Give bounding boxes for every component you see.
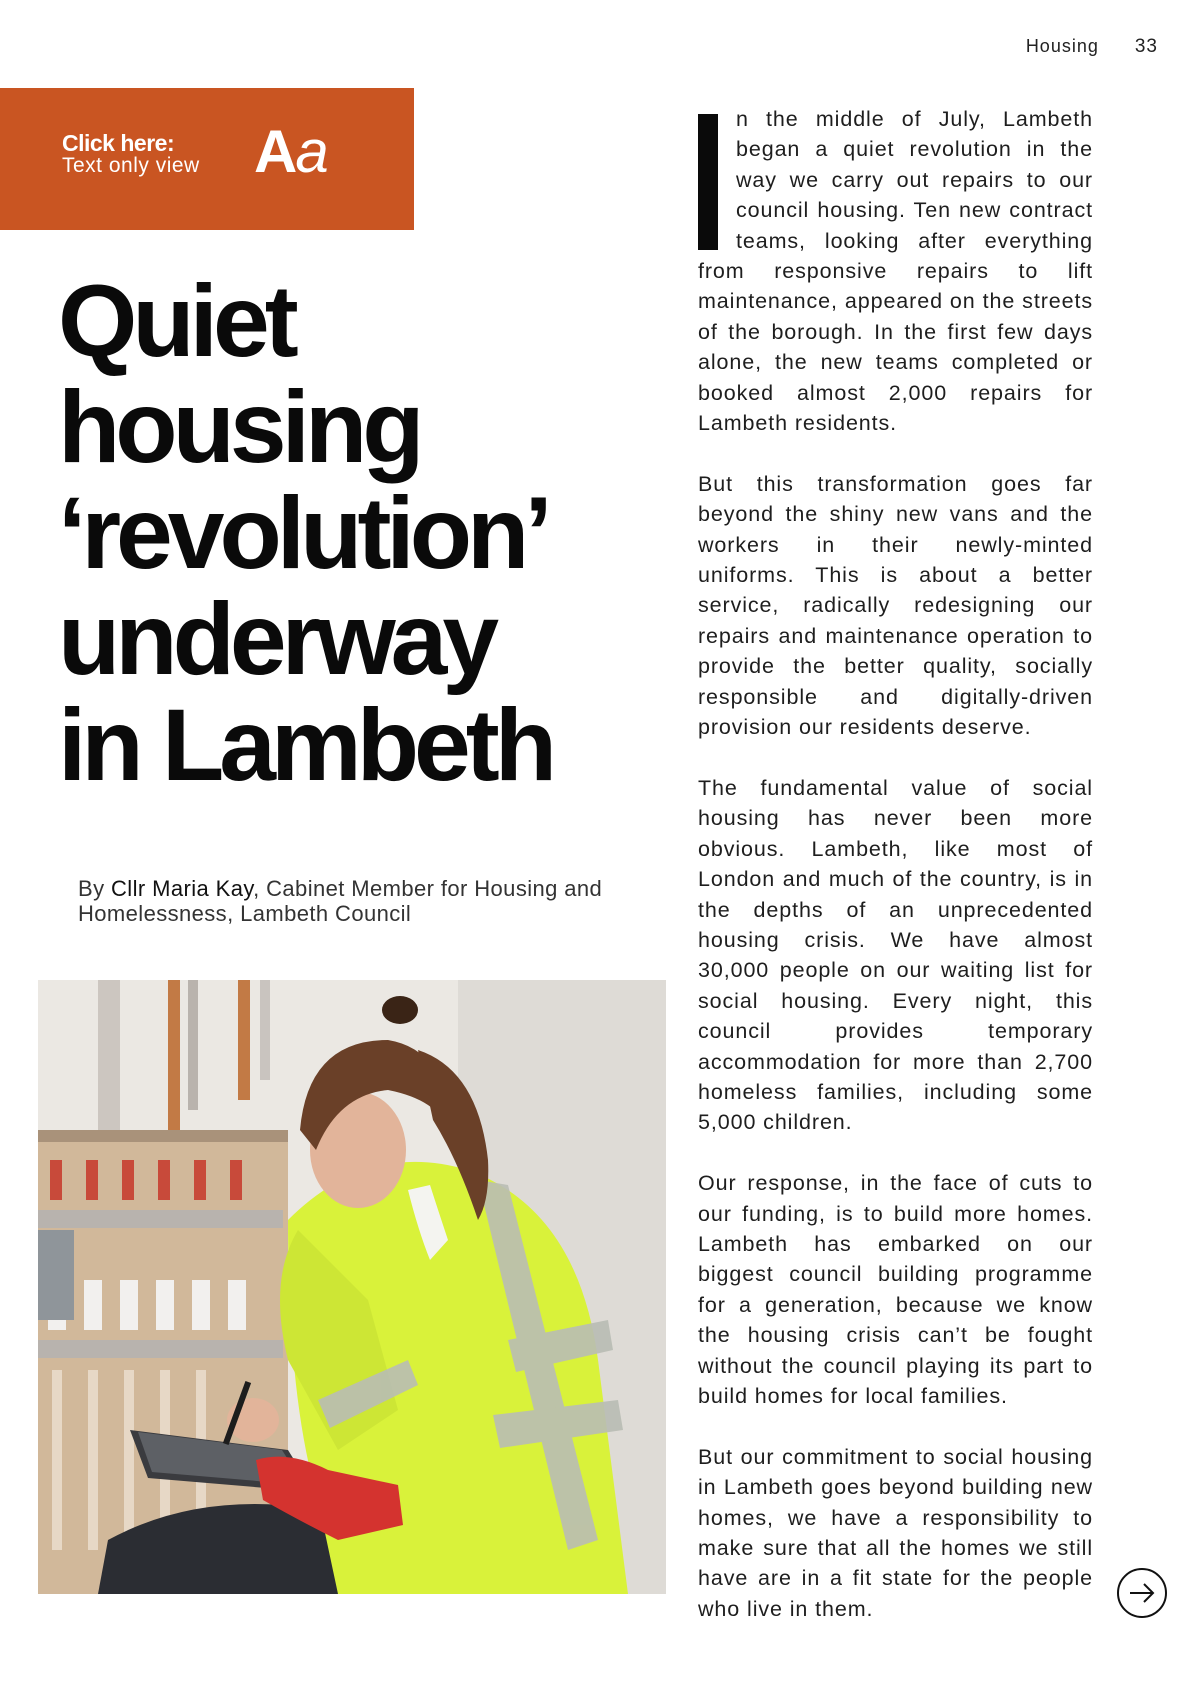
- article-paragraph: [698, 104, 1093, 438]
- article-paragraph: The fundamental value of social housing has never been more obvious. Lambeth, like most of London and much of the country, is in the depths of an unprecedented housing crisis. We have almost 30,000 people on our waiting list for social housing. Every night, this council provides temporary accommodation for more than 2,700 homeless families, including some 5,000 children.: [698, 775, 1093, 1135]
- article-body: [698, 104, 1093, 1655]
- byline: [78, 876, 618, 926]
- arrow-right-icon: [1119, 1570, 1165, 1616]
- headline: [58, 264, 638, 802]
- article-paragraph: But this transformation goes far beyond the shiny new vans and the workers in their newly-minted uniforms. This is about a better service, radically redesigning our repairs and maintenance operation to provide the better quality, socially responsible and digitally-driven provision our residents deserve.: [698, 471, 1093, 740]
- author-name: Cllr Maria Kay: [111, 876, 254, 901]
- section-label: Housing: [1025, 36, 1099, 56]
- headline-line: Quiet: [58, 264, 294, 378]
- article-paragraph: Our response, in the face of cuts to our funding, is to build more homes. Lambeth has embarked on our biggest council building programme for a generation, because we know the housing crisis can’t be fought without the council playing its part to build homes for local families.: [698, 1171, 1093, 1409]
- aa-capital: A: [254, 118, 296, 185]
- byline-prefix: By: [78, 876, 111, 901]
- aa-lowercase: a: [295, 118, 329, 185]
- headline-line: in Lambeth: [58, 688, 553, 802]
- text-size-icon: [254, 118, 329, 185]
- click-here-label: Click here:: [62, 130, 175, 156]
- headline-line: underway: [58, 582, 495, 696]
- text-only-label: Text only view: [62, 154, 200, 177]
- headline-line: housing: [58, 370, 420, 484]
- next-page-button[interactable]: [1117, 1568, 1167, 1618]
- article-paragraph: But our commitment to social housing in Lambeth goes beyond building new homes, we have a responsibility to make sure that all the homes we still have are in a fit state for the people who live in them.: [698, 1444, 1093, 1621]
- headline-line: ‘revolution’: [58, 476, 548, 590]
- paragraph-text: n the middle of July, Lambeth began a quiet revolution in the way we carry out repairs to our council housing. Ten new contract teams, looking after everything from responsive repairs to lift maintenance, appeared on the streets of the borough. In the first few days alone, the new teams completed or booked almost 2,000 repairs for Lambeth residents.: [698, 107, 1093, 436]
- page-header: [1026, 36, 1158, 58]
- author-role: , Cabinet Member for Housing and Homelessness, Lambeth Council: [78, 876, 603, 926]
- drop-cap-letter: [698, 114, 718, 250]
- worker-photo: [38, 980, 666, 1594]
- text-only-view-button[interactable]: [0, 88, 414, 230]
- worker-photo-illustration: [38, 980, 666, 1594]
- page-number: 33: [1134, 36, 1158, 57]
